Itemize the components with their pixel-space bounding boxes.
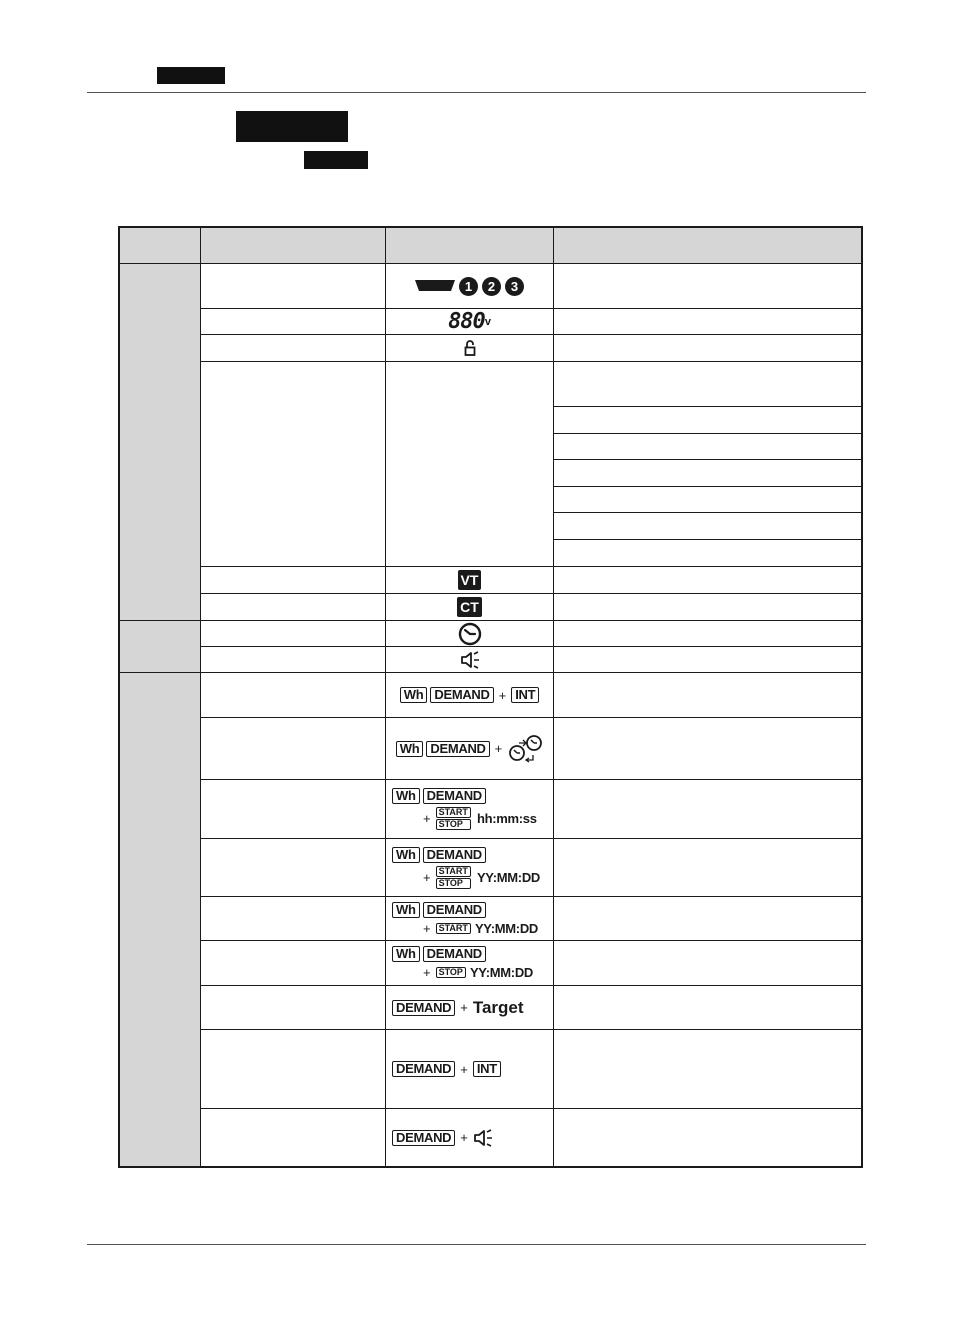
wh-key-icon: Wh xyxy=(392,788,420,804)
ct-cell xyxy=(386,594,553,620)
redacted-subtitle xyxy=(304,151,368,169)
demand-key-icon: DEMAND xyxy=(430,687,493,703)
plus-sign: + xyxy=(460,1000,468,1015)
segment-digits: 880 xyxy=(448,309,485,334)
footer-rule xyxy=(87,1244,866,1245)
group-cell-3 xyxy=(120,672,200,1166)
row-line xyxy=(553,459,861,460)
lock-icon xyxy=(464,340,476,356)
plus-sign: + xyxy=(498,687,507,703)
wh-demand-int-cell xyxy=(386,673,553,717)
lock-cell xyxy=(386,335,553,361)
demand-key-icon: DEMAND xyxy=(392,1000,455,1016)
demand-key-icon: DEMAND xyxy=(423,847,486,863)
table-header-row xyxy=(120,228,861,263)
demand-key-icon: DEMAND xyxy=(423,946,486,962)
start-date-cell xyxy=(386,897,553,940)
wh-key-icon: Wh xyxy=(400,687,428,703)
segment-unit: v xyxy=(484,315,491,328)
plus-sign: + xyxy=(494,741,503,756)
plus-sign: + xyxy=(423,920,431,936)
start-key-icon: START xyxy=(436,923,471,934)
start-key-icon: START xyxy=(436,807,471,818)
speaker-icon xyxy=(473,1129,493,1147)
demand-alarm-cell xyxy=(386,1109,553,1166)
circled-number-icon: 1 xyxy=(459,277,478,296)
clock-cell xyxy=(386,621,553,646)
phase-wire-symbol xyxy=(386,264,553,308)
plus-sign: + xyxy=(423,965,431,980)
circled-number-icon: 2 xyxy=(482,277,501,296)
plus-sign: + xyxy=(423,869,431,885)
int-key-icon: INT xyxy=(511,687,539,703)
row-line xyxy=(553,406,861,407)
demand-key-icon: DEMAND xyxy=(392,1061,455,1077)
vt-icon: VT xyxy=(458,570,482,590)
demand-key-icon: DEMAND xyxy=(423,902,486,918)
start-key-icon: START xyxy=(436,866,471,877)
stop-date-cell xyxy=(386,941,553,985)
speaker-cell xyxy=(386,647,553,672)
int-key-icon: INT xyxy=(473,1061,501,1077)
plus-sign: + xyxy=(460,1061,468,1077)
row-line xyxy=(553,433,861,434)
circled-number-icon: 3 xyxy=(505,277,524,296)
date-format-label: YY:MM:DD xyxy=(474,920,539,936)
target-label: Target xyxy=(472,997,524,1017)
start-stop-date-cell xyxy=(386,839,553,896)
ct-icon: CT xyxy=(457,597,482,617)
row-line xyxy=(553,539,861,540)
plus-sign: + xyxy=(423,811,431,826)
demand-key-icon: DEMAND xyxy=(392,1130,455,1146)
clock-icon xyxy=(458,622,482,646)
redacted-header-label xyxy=(157,67,225,84)
date-format-label: YY:MM:DD xyxy=(469,965,534,980)
row-line xyxy=(553,486,861,487)
start-stop-time-cell xyxy=(386,780,553,838)
stop-key-icon: STOP xyxy=(436,819,471,830)
col-divider-1 xyxy=(200,228,201,1166)
stop-key-icon: STOP xyxy=(436,878,471,889)
redacted-section-title xyxy=(236,111,348,142)
header-rule xyxy=(87,92,866,93)
wh-key-icon: Wh xyxy=(396,741,424,757)
date-format-label: YY:MM:DD xyxy=(476,869,541,885)
time-format-label: hh:mm:ss xyxy=(476,811,537,826)
settings-table xyxy=(118,226,863,1168)
stop-key-icon: STOP xyxy=(436,967,466,978)
demand-int-cell xyxy=(386,1030,553,1108)
wh-key-icon: Wh xyxy=(392,847,420,863)
group-cell-1 xyxy=(120,263,200,620)
wh-key-icon: Wh xyxy=(392,946,420,962)
vt-cell xyxy=(386,567,553,593)
demand-target-cell xyxy=(386,986,553,1029)
voltage-segment-display xyxy=(386,309,553,334)
wh-demand-sync-cell xyxy=(386,718,553,779)
sync-clocks-icon xyxy=(507,734,543,764)
wedge-icon xyxy=(415,280,455,292)
group-cell-2 xyxy=(120,620,200,672)
demand-key-icon: DEMAND xyxy=(426,741,489,757)
row-line xyxy=(553,512,861,513)
col-divider-3 xyxy=(553,228,554,1166)
row-line xyxy=(200,361,861,362)
wh-key-icon: Wh xyxy=(392,902,420,918)
demand-key-icon: DEMAND xyxy=(423,788,486,804)
speaker-icon xyxy=(460,651,480,669)
plus-sign: + xyxy=(460,1130,468,1145)
